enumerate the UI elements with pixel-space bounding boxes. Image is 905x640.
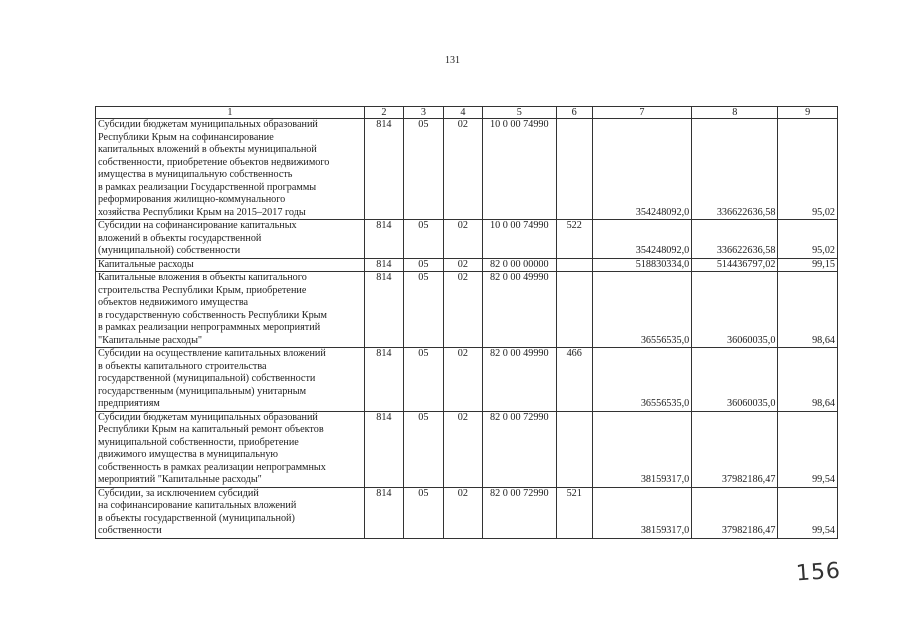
table-row (96, 487, 838, 538)
row-ministry-code: 814 (364, 220, 403, 259)
row-section-code: 05 (403, 348, 443, 412)
header-col-1: 1 (96, 107, 365, 119)
row-expense-type (556, 119, 592, 220)
row-target-code: 82 0 00 00000 (482, 258, 556, 272)
budget-table (95, 106, 838, 539)
row-target-code: 82 0 00 49990 (482, 272, 556, 348)
row-section-code: 05 (403, 220, 443, 259)
row-subsection-code: 02 (443, 272, 482, 348)
row-percent: 98,64 (778, 348, 838, 412)
row-expense-type (556, 272, 592, 348)
row-section-code: 05 (403, 272, 443, 348)
row-actual-amount: 37982186,47 (692, 411, 778, 487)
row-section-code: 05 (403, 258, 443, 272)
row-expense-type: 521 (556, 487, 592, 538)
row-subsection-code: 02 (443, 119, 482, 220)
row-percent: 98,64 (778, 272, 838, 348)
row-actual-amount: 36060035,0 (692, 348, 778, 412)
table-row (96, 220, 838, 259)
row-ministry-code: 814 (364, 348, 403, 412)
row-target-code: 82 0 00 49990 (482, 348, 556, 412)
header-col-4: 4 (443, 107, 482, 119)
row-planned-amount: 354248092,0 (592, 220, 692, 259)
row-planned-amount: 38159317,0 (592, 411, 692, 487)
row-expense-type (556, 258, 592, 272)
row-actual-amount: 37982186,47 (692, 487, 778, 538)
header-col-2: 2 (364, 107, 403, 119)
row-percent: 95,02 (778, 119, 838, 220)
header-col-9: 9 (778, 107, 838, 119)
handwritten-page-number: 156 (795, 558, 842, 587)
row-name: Субсидии, за исключением субсидий на софинансирование капитальных вложений в объекты государственной (муниципальной) собственности (96, 487, 365, 538)
row-name: Субсидии бюджетам муниципальных образований Республики Крым на софинансирование капитальных вложений в объекты муниципальной собственности, приобретение объектов недвижимого имущества в муниципальную собственность в рамках реализации Государственной программы реформирования жилищно-коммунального хозяйства Республики Крым на 2015–2017 годы (96, 119, 365, 220)
row-planned-amount: 36556535,0 (592, 348, 692, 412)
table-row (96, 258, 838, 272)
row-section-code: 05 (403, 119, 443, 220)
row-subsection-code: 02 (443, 348, 482, 412)
row-name: Субсидии на софинансирование капитальных вложений в объекты государственной (муниципальной) собственности (96, 220, 365, 259)
row-percent: 99,15 (778, 258, 838, 272)
row-expense-type: 466 (556, 348, 592, 412)
row-expense-type: 522 (556, 220, 592, 259)
row-ministry-code: 814 (364, 272, 403, 348)
row-subsection-code: 02 (443, 258, 482, 272)
row-section-code: 05 (403, 487, 443, 538)
header-col-5: 5 (482, 107, 556, 119)
row-subsection-code: 02 (443, 220, 482, 259)
table-row (96, 348, 838, 412)
row-expense-type (556, 411, 592, 487)
row-percent: 99,54 (778, 411, 838, 487)
row-ministry-code: 814 (364, 258, 403, 272)
row-name: Капитальные вложения в объекты капитального строительства Республики Крым, приобретение объектов недвижимого имущества в государственную собственность Республики Крым в рамках реализации непрограммных мероприятий "Капитальные расходы" (96, 272, 365, 348)
table-row (96, 119, 838, 220)
page-number: 131 (445, 55, 460, 66)
row-ministry-code: 814 (364, 119, 403, 220)
row-target-code: 10 0 00 74990 (482, 119, 556, 220)
row-target-code: 82 0 00 72990 (482, 411, 556, 487)
row-actual-amount: 36060035,0 (692, 272, 778, 348)
row-target-code: 82 0 00 72990 (482, 487, 556, 538)
row-target-code: 10 0 00 74990 (482, 220, 556, 259)
header-col-3: 3 (403, 107, 443, 119)
row-subsection-code: 02 (443, 487, 482, 538)
row-actual-amount: 514436797,02 (692, 258, 778, 272)
row-percent: 95,02 (778, 220, 838, 259)
row-planned-amount: 36556535,0 (592, 272, 692, 348)
row-subsection-code: 02 (443, 411, 482, 487)
row-percent: 99,54 (778, 487, 838, 538)
table-row (96, 272, 838, 348)
header-col-7: 7 (592, 107, 692, 119)
row-actual-amount: 336622636,58 (692, 119, 778, 220)
row-ministry-code: 814 (364, 487, 403, 538)
row-ministry-code: 814 (364, 411, 403, 487)
header-col-8: 8 (692, 107, 778, 119)
header-col-6: 6 (556, 107, 592, 119)
row-name: Субсидии на осуществление капитальных вложений в объекты капитального строительства государственной (муниципальной) собственности государственным (муниципальным) унитарным предприятиям (96, 348, 365, 412)
table-row (96, 411, 838, 487)
row-section-code: 05 (403, 411, 443, 487)
row-name: Капитальные расходы (96, 258, 365, 272)
row-name: Субсидии бюджетам муниципальных образований Республики Крым на капитальный ремонт объектов муниципальной собственности, приобретение движимого имущества в муниципальную собственность в рамках реализации непрограммных мероприятий "Капитальные расходы" (96, 411, 365, 487)
row-planned-amount: 38159317,0 (592, 487, 692, 538)
table-header-row (96, 107, 838, 119)
row-actual-amount: 336622636,58 (692, 220, 778, 259)
row-planned-amount: 354248092,0 (592, 119, 692, 220)
row-planned-amount: 518830334,0 (592, 258, 692, 272)
